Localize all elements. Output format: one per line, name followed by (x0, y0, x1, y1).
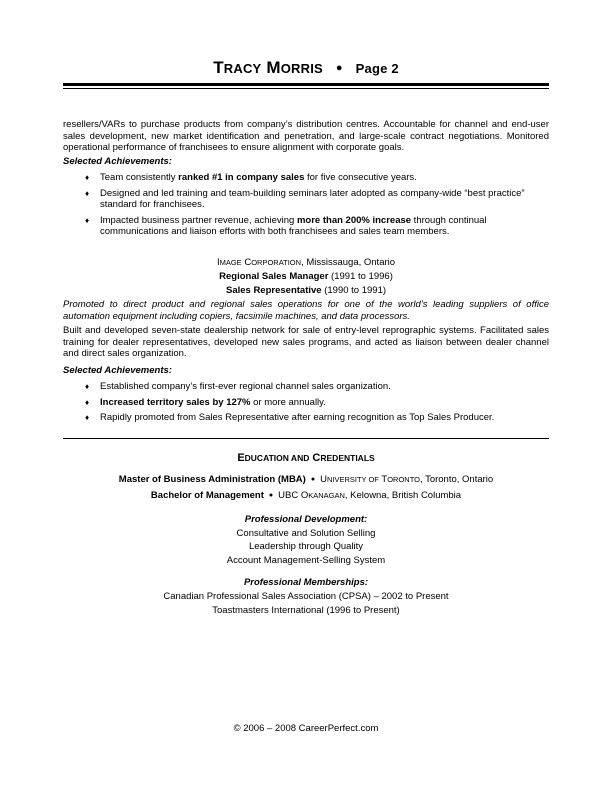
section-divider (63, 438, 549, 439)
bullet-icon: ♦ (85, 397, 90, 407)
list-item: Toastmasters International (1996 to Present) (212, 605, 400, 616)
role-line-2: Sales Representative (1990 to 1991) (225, 285, 387, 296)
degree-mba: Master of Business Administration (MBA) ● UNIVERSITY OF TORONTO, Toronto, Ontario (118, 474, 494, 485)
bullet-icon: ♦ (85, 173, 90, 182)
company-line: IMAGE CORPORATION, Mississauga, Ontario (216, 257, 396, 268)
bullet-icon: ♦ (85, 413, 90, 423)
job-description: Built and developed seven-state dealership network for sale of entry-level reprographic systems. Facilitated sales training for dealer representatives, developed new sales programs, and acted as liaison between dealer channel and direct sales organization. (63, 325, 549, 360)
list-item: Account Management-Selling System (226, 555, 386, 566)
education-heading: EDUCATION AND CREDENTIALS (237, 452, 375, 464)
list-item: ♦ Increased territory sales by 127% or more annually. (85, 396, 326, 408)
bullet-icon: ♦ (85, 382, 90, 391)
page-header (0, 58, 612, 78)
page-number: Page 2 (355, 61, 399, 76)
degree-bachelor: Bachelor of Management ● UBC OKANAGAN, Kelowna, British Columbia (150, 490, 462, 501)
list-item: ♦ Established company’s first-ever regional channel sales organization. (85, 381, 391, 392)
list-item: ♦ Team consistently ranked #1 in company sales for five consecutive years. (85, 172, 417, 183)
achievements-label-1: Selected Achievements: (63, 156, 172, 167)
header-rule-thick (63, 83, 549, 86)
copyright-footer: © 2006 – 2008 CareerPerfect.com (233, 723, 379, 734)
continued-paragraph: resellers/VARs to purchase products from company’s distribution centres. Accountable for channel and end-user sales development, new market identification and penetration, and large-scale contract negotiations. Monitored operational performance of franchisees to ensure alignment with corporate goals. (63, 119, 549, 154)
professional-memberships-heading: Professional Memberships: (243, 577, 369, 588)
achievements-label-2: Selected Achievements: (63, 365, 172, 376)
achievements-list-2 (63, 381, 549, 428)
header-rule-thin (63, 88, 549, 89)
bullet-icon: ♦ (85, 188, 90, 198)
job-summary: Promoted to direct product and regional sales operations for one of the world’s leading suppliers of office automation equipment including copiers, facsimile machines, and data processors. (63, 299, 549, 322)
list-item: Consultative and Solution Selling (236, 528, 376, 539)
name-last-rest: ORRIS (280, 61, 323, 76)
achievements-list-1 (63, 172, 549, 242)
bullet-icon: ♦ (85, 215, 90, 225)
list-item: Canadian Professional Sales Association (CPSA) – 2002 to Present (163, 591, 449, 602)
header-bullet: ● (335, 62, 343, 74)
name-first-rest: RACY (223, 61, 262, 76)
list-item: ♦ Designed and led training and team-building seminars later adopted as company-wide “best practice” standard for franchisees. (85, 187, 525, 211)
name-first-initial: T (213, 58, 224, 77)
list-item: ♦ Impacted business partner revenue, achieving more than 200% increase through continual communications and liaison efforts with both franchisees and sales team members. (85, 214, 487, 238)
name-last-initial: M (266, 58, 281, 77)
role-line-1: Regional Sales Manager (1991 to 1996) (219, 271, 393, 282)
list-item: Leadership through Quality (248, 541, 364, 552)
list-item: ♦ Rapidly promoted from Sales Representative after earning recognition as Top Sales Producer. (85, 412, 495, 424)
professional-development-heading: Professional Development: (244, 514, 368, 525)
